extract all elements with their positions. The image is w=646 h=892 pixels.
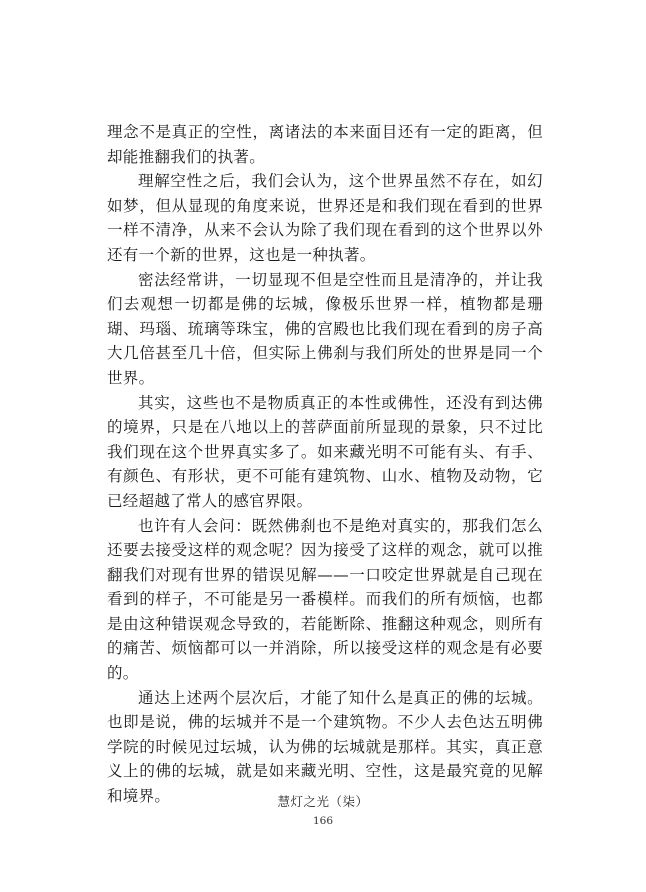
paragraph-2: 理解空性之后，我们会认为，这个世界虽然不存在，如幻如梦，但从显现的角度来说，世界还是和我们现在看到的世界一样不清净，从来不会认为除了我们现在看到的这个世界以外还有一个新的世界，这也是一种执著。 [107, 172, 543, 264]
paragraph-3: 密法经常讲，一切显现不但是空性而且是清净的，并让我们去观想一切都是佛的坛城，像极乐世界一样，植物都是珊瑚、玛瑙、琉璃等珠宝，佛的宫殿也比我们现在看到的房子高大几倍甚至几十倍，但实际上佛刹与我们所处的世界是同一个世界。 [107, 270, 543, 387]
body-text [107, 120, 543, 809]
paragraph-5: 也许有人会问：既然佛刹也不是绝对真实的，那我们怎么还要去接受这样的观念呢？因为接受了这样的观念，就可以推翻我们对现有世界的错误见解——一口咬定世界就是自己现在看到的样子，不可能是另一番模样。而我们的所有烦恼，也都是由这种错误观念导致的，若能断除、推翻这种观念，则所有的痛苦、烦恼都可以一并消除，所以接受这样的观念是有必要的。 [107, 516, 543, 683]
paragraph-6: 通达上述两个层次后，才能了知什么是真正的佛的坛城。也即是说，佛的坛城并不是一个建筑物。不少人去色达五明佛学院的时候见过坛城，认为佛的坛城就是那样。其实，真正意义上的佛的坛城，就是如来藏光明、空性，这是最究竟的见解和境界。 [107, 688, 543, 806]
footer-book-title: 慧灯之光（柒） [277, 794, 369, 809]
paragraph-4: 其实，这些也不是物质真正的本性或佛性，还没有到达佛的境界，只是在八地以上的菩萨面前所显现的景象，只不过比我们现在这个世界真实多了。如来藏光明不可能有头、有手、有颜色、有形状，更不可能有建筑物、山水、植物及动物，它已经超越了常人的感官界限。 [107, 393, 543, 510]
paragraph-1: 理念不是真正的空性，离诸法的本来面目还有一定的距离，但却能推翻我们的执著。 [107, 123, 543, 166]
page-number: 166 [312, 815, 334, 827]
